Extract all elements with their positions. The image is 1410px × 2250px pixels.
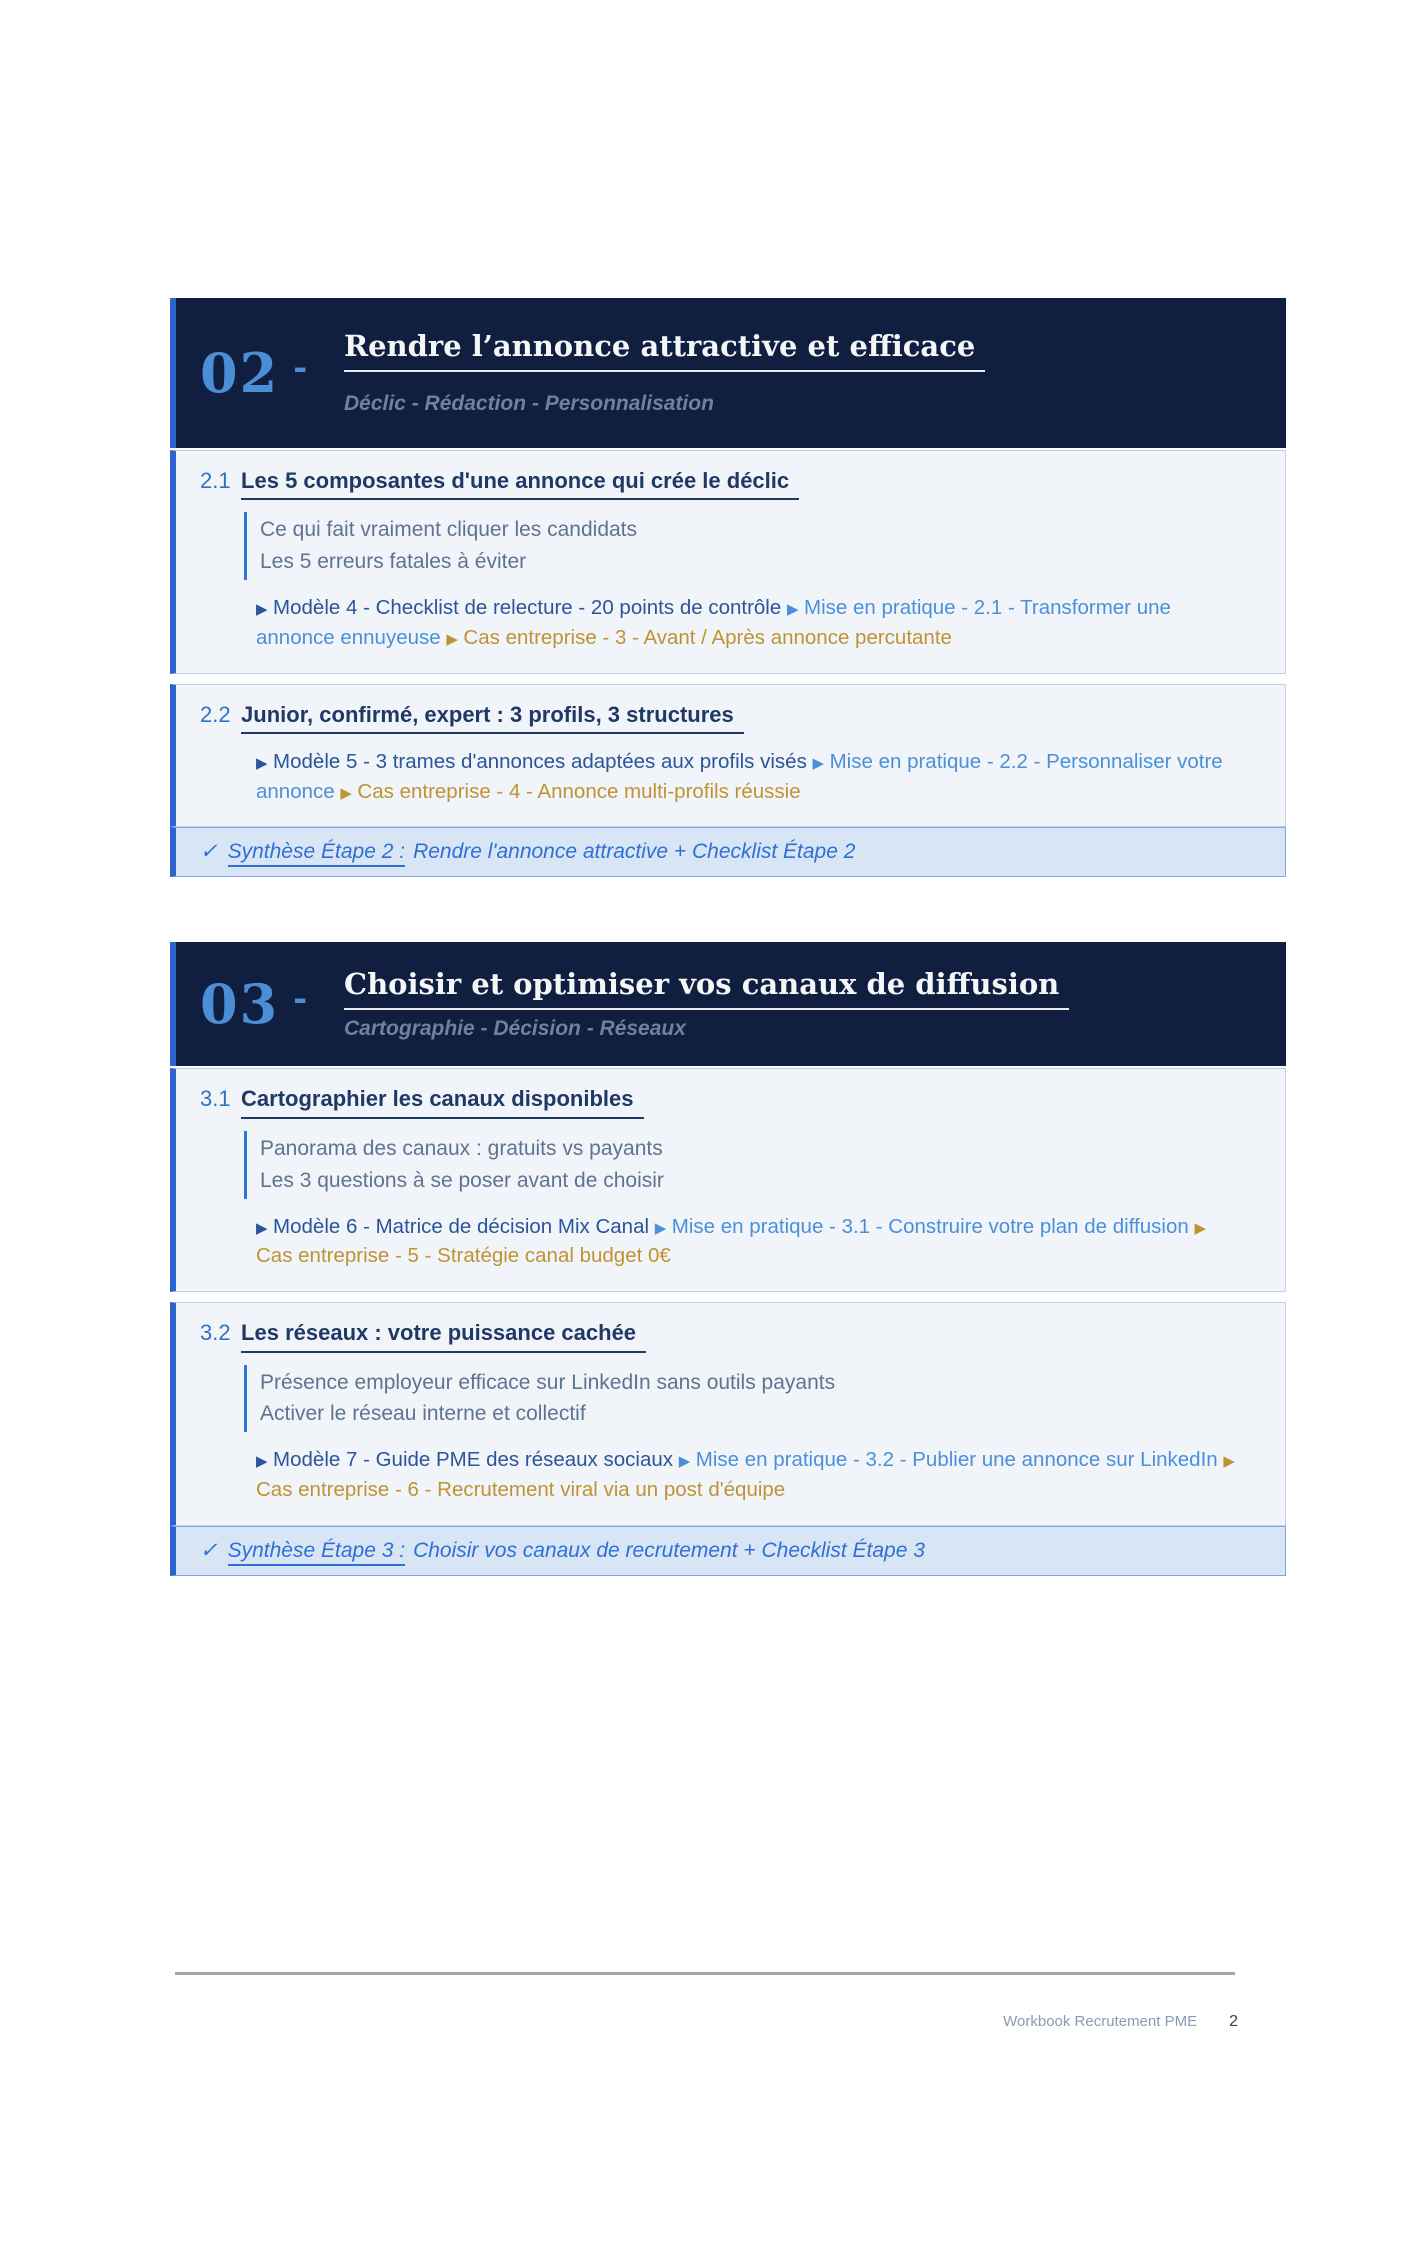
subsection-heading-row (200, 468, 1255, 500)
resource-model (256, 1448, 673, 1471)
subsection-points (244, 1365, 1255, 1433)
check-icon: ✓ (200, 840, 218, 864)
triangle-bullet-icon: ▶ (340, 785, 352, 802)
section-dash: - (293, 348, 308, 388)
resource-label: Mise en pratique - 3.1 - Construire votre plan de diffusion (671, 1214, 1189, 1238)
synthesis-step-3 (170, 1526, 1286, 1576)
subsection-resources (256, 747, 1235, 806)
subsection-heading: Junior, confirmé, expert : 3 profils, 3 structures (241, 702, 744, 734)
section-03-header (170, 942, 1286, 1066)
section-subtitle: Cartographie - Décision - Réseaux (344, 1017, 686, 1041)
synthesis-text: Rendre l'annonce attractive + Checklist Étape 2 (413, 840, 856, 864)
resource-label: Mise en pratique - 2.2 - Personnaliser votre annonce (256, 750, 1223, 803)
footer-divider (175, 1972, 1235, 1975)
point-line: Activer le réseau interne et collectif (260, 1402, 586, 1426)
resource-label: Cas entreprise - 4 - Annonce multi-profils réussie (357, 779, 801, 803)
page-content (170, 298, 1286, 1641)
triangle-bullet-icon: ▶ (1223, 1454, 1235, 1471)
point-line: Les 3 questions à se poser avant de choisir (260, 1168, 664, 1192)
subsection-points (244, 512, 1255, 580)
subsection-number: 3.1 (200, 1086, 231, 1112)
resource-case (340, 780, 800, 803)
subsection-heading: Les 5 composantes d'une annonce qui crée le déclic (241, 468, 799, 500)
section-dash: - (293, 979, 308, 1020)
resource-model (256, 750, 807, 773)
resource-model (256, 1215, 649, 1238)
page-footer (1003, 2013, 1238, 2031)
resource-case (446, 626, 952, 649)
resource-label: Modèle 4 - Checklist de relecture - 20 points de contrôle (273, 596, 782, 620)
triangle-bullet-icon: ▶ (256, 1454, 268, 1471)
section-02 (170, 298, 1286, 877)
footer-page-number: 2 (1229, 2013, 1238, 2030)
section-number: 03 (200, 972, 280, 1037)
resource-label: Cas entreprise - 6 - Recrutement viral via un post d'équipe (256, 1478, 786, 1502)
triangle-bullet-icon: ▶ (446, 631, 458, 648)
resource-label: Mise en pratique - 2.1 - Transformer une annonce ennuyeuse (256, 596, 1171, 649)
triangle-bullet-icon: ▶ (256, 756, 268, 773)
point-line: Ce qui fait vraiment cliquer les candidats (260, 518, 638, 542)
triangle-bullet-icon: ▶ (678, 1454, 691, 1471)
synthesis-label: Synthèse Étape 3 : (228, 1539, 405, 1566)
section-03-title-block (344, 968, 1286, 1041)
triangle-bullet-icon: ▶ (812, 756, 824, 773)
point-line: Panorama des canaux : gratuits vs payants (260, 1136, 663, 1160)
resource-label: Modèle 5 - 3 trames d'annonces adaptées aux profils visés (273, 750, 807, 774)
resource-practice (655, 1215, 1189, 1238)
subsection-resources (256, 1445, 1235, 1504)
subsection-2-2 (170, 684, 1286, 828)
synthesis-step-2 (170, 827, 1286, 877)
triangle-bullet-icon: ▶ (256, 1220, 268, 1237)
subsection-heading-row (200, 1320, 1255, 1352)
subsection-number: 2.1 (200, 468, 231, 493)
subsection-points (244, 1131, 1255, 1199)
resource-label: Modèle 7 - Guide PME des réseaux sociaux (273, 1448, 673, 1472)
subsection-heading-row (200, 702, 1255, 734)
subsection-3-2 (170, 1302, 1286, 1526)
section-03-number-block (200, 972, 344, 1037)
section-03 (170, 942, 1286, 1575)
section-02-header (170, 298, 1286, 448)
resource-label: Cas entreprise - 3 - Avant / Après annonce percutante (463, 625, 952, 649)
section-02-number-block (200, 341, 344, 405)
section-title: Choisir et optimiser vos canaux de diffusion (344, 968, 1069, 1010)
resource-label: Mise en pratique - 3.2 - Publier une annonce sur LinkedIn (695, 1448, 1218, 1472)
triangle-bullet-icon: ▶ (786, 602, 799, 619)
subsection-heading: Cartographier les canaux disponibles (241, 1086, 643, 1118)
section-title: Rendre l’annonce attractive et efficace (344, 330, 985, 372)
section-02-title-block (344, 330, 1286, 416)
resource-label: Modèle 6 - Matrice de décision Mix Canal (273, 1214, 650, 1238)
subsection-number: 3.2 (200, 1320, 231, 1346)
footer-doc-title: Workbook Recrutement PME (1003, 2013, 1198, 2030)
point-line: Les 5 erreurs fatales à éviter (260, 550, 527, 574)
check-icon: ✓ (200, 1538, 218, 1562)
subsection-resources (256, 593, 1235, 652)
resource-practice (679, 1448, 1218, 1471)
resource-model (256, 596, 781, 619)
section-number: 02 (200, 341, 280, 405)
subsection-number: 2.2 (200, 701, 231, 727)
point-line: Présence employeur efficace sur LinkedIn sans outils payants (260, 1370, 836, 1394)
synthesis-text: Choisir vos canaux de recrutement + Checklist Étape 3 (413, 1538, 925, 1562)
triangle-bullet-icon: ▶ (1194, 1220, 1206, 1237)
subsection-3-1 (170, 1068, 1286, 1292)
synthesis-label: Synthèse Étape 2 : (228, 840, 405, 867)
triangle-bullet-icon: ▶ (654, 1220, 667, 1237)
subsection-heading-row (200, 1086, 1255, 1118)
triangle-bullet-icon: ▶ (256, 602, 268, 619)
subsection-resources (256, 1212, 1235, 1271)
section-subtitle: Déclic - Rédaction - Personnalisation (344, 392, 714, 416)
subsection-2-1 (170, 450, 1286, 674)
subsection-heading: Les réseaux : votre puissance cachée (241, 1320, 646, 1352)
resource-label: Cas entreprise - 5 - Stratégie canal budget 0€ (256, 1244, 671, 1268)
